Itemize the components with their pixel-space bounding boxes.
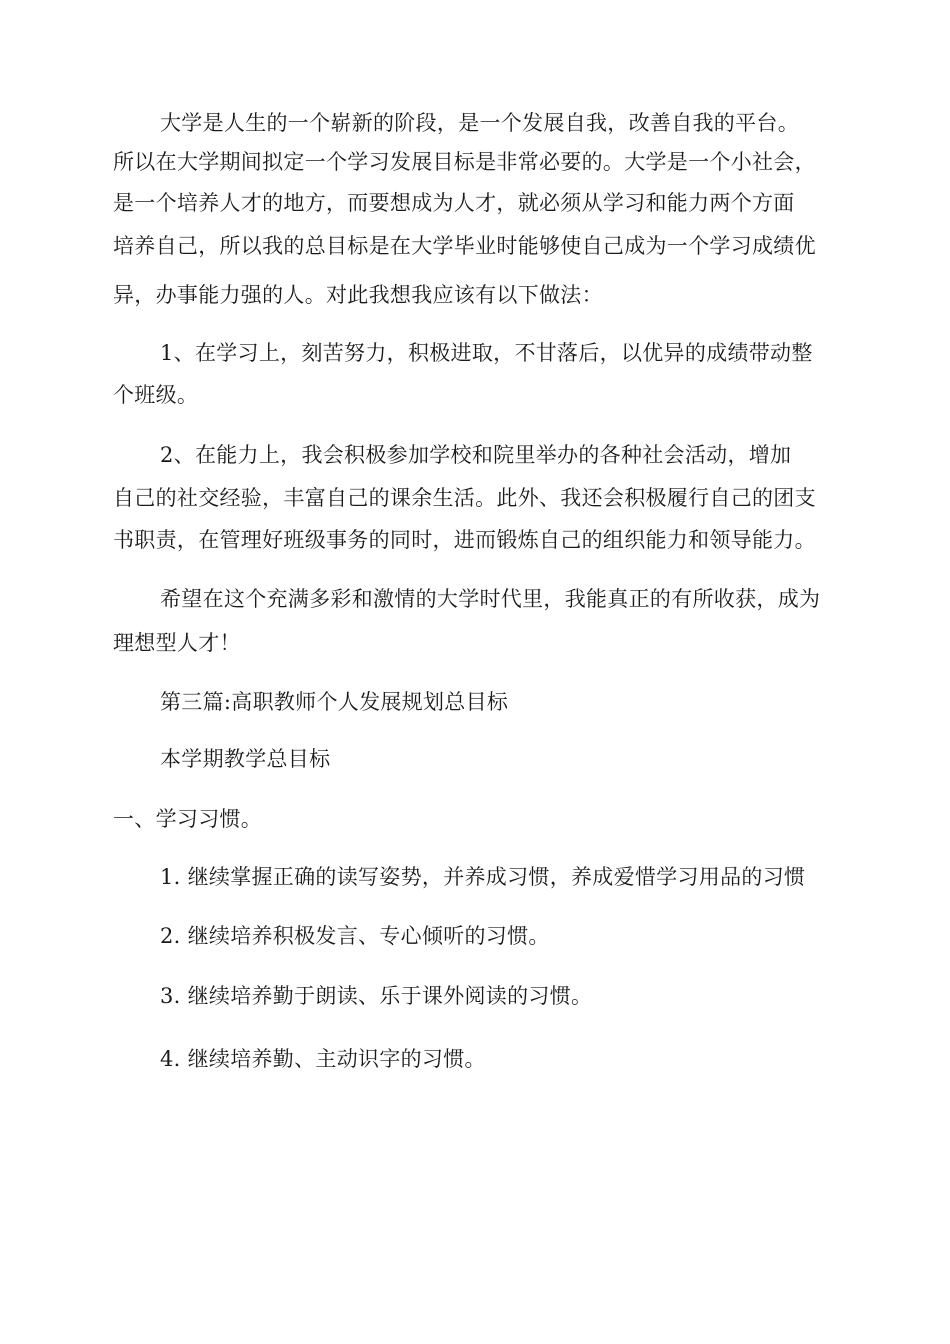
subtitle: 本学期教学总目标	[160, 747, 331, 771]
heading: 一、学习习惯。	[113, 807, 263, 831]
paragraph-line: 书职责，在管理好班级事务的同时，进而锻炼自己的组织能力和领导能力。	[113, 528, 816, 552]
paragraph-line: 异，办事能力强的人。对此我想我应该有以下做法：	[113, 283, 603, 307]
paragraph-line: 2、在能力上，我会积极参加学校和院里举办的各种社会活动，增加	[160, 443, 792, 467]
paragraph-line: 希望在这个充满多彩和激情的大学时代里，我能真正的有所收获，成为	[160, 587, 821, 611]
paragraph-line: 所以在大学期间拟定一个学习发展目标是非常必要的。大学是一个小社会，	[113, 150, 816, 174]
paragraph-line: 自己的社交经验，丰富自己的课余生活。此外、我还会积极履行自己的团支	[113, 486, 816, 510]
paragraph-line: 个班级。	[113, 383, 199, 407]
paragraph-line: 是一个培养人才的地方，而要想成为人才，就必须从学习和能力两个方面	[113, 191, 795, 215]
paragraph-line: 1、在学习上，刻苦努力，积极进取，不甘落后，以优异的成绩带动整	[160, 341, 813, 365]
section-title: 第三篇:高职教师个人发展规划总目标	[160, 690, 509, 714]
paragraph-line: 培养自己，所以我的总目标是在大学毕业时能够使自己成为一个学习成绩优	[113, 234, 816, 258]
paragraph-line: 理想型人才！	[113, 631, 241, 655]
list-item: 4. 继续培养勤、主动识字的习惯。	[160, 1047, 486, 1071]
list-item: 1. 继续掌握正确的读写姿势，并养成习惯，养成爱惜学习用品的习惯	[160, 865, 806, 889]
list-item: 3. 继续培养勤于朗读、乐于课外阅读的习惯。	[160, 984, 593, 1008]
paragraph-line: 大学是人生的一个崭新的阶段，是一个发展自我，改善自我的平台。	[160, 111, 799, 135]
list-item: 2. 继续培养积极发言、专心倾听的习惯。	[160, 924, 550, 948]
